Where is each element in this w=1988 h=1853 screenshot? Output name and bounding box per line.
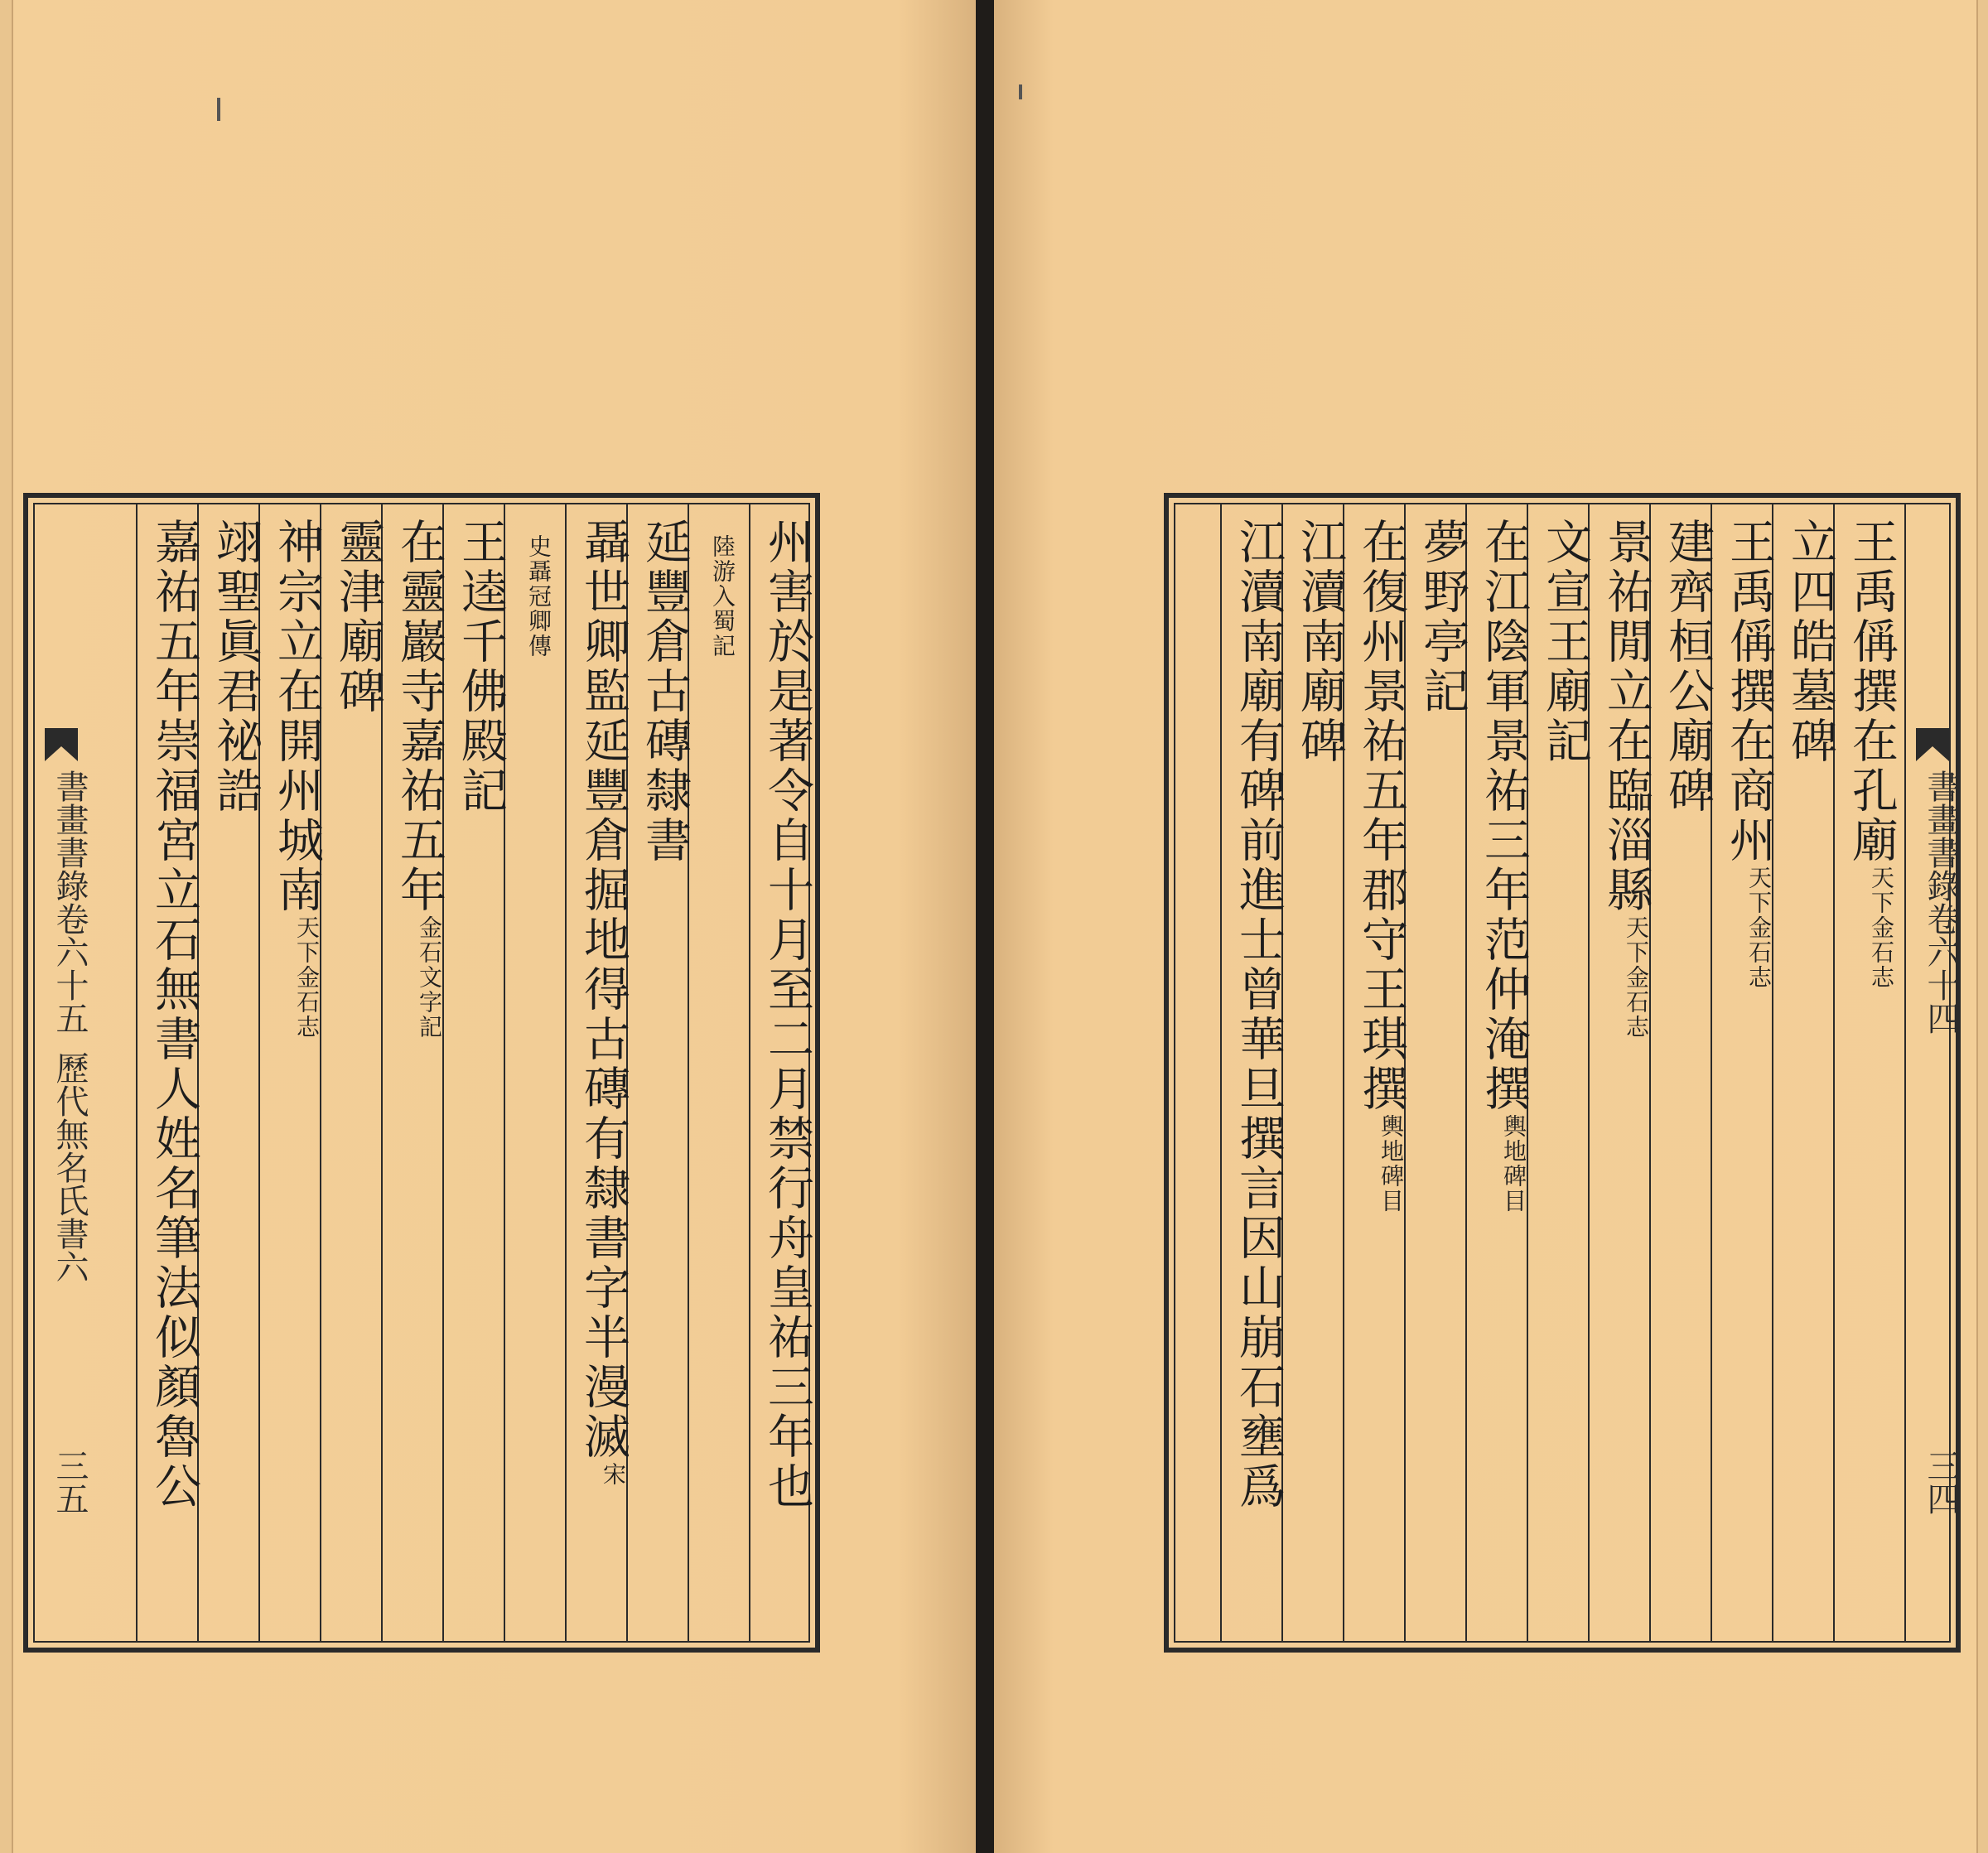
column-annotation: 天下金石志: [1868, 866, 1895, 990]
right-margin-page-number: 三四: [1922, 1449, 1960, 1515]
column-text: 在江陰軍景祐三年范仲淹撰: [1477, 518, 1531, 1114]
column-text: 神宗立在開州城南: [270, 518, 324, 915]
column-text: 在靈巖寺嘉祐五年: [393, 518, 446, 915]
column-annotation: 史聶冠卿傳: [525, 534, 552, 659]
column-text: 王禹偁撰在商州: [1722, 518, 1776, 866]
book-gutter: [976, 0, 994, 1853]
column-annotation: 天下金石志: [293, 915, 321, 1040]
fishtail-mark: [45, 728, 78, 761]
column-text: 景祐閒立在臨淄縣: [1600, 518, 1653, 915]
column-text: 夢野亭記: [1416, 518, 1469, 717]
column-rule: [136, 503, 138, 1643]
column-annotation: 金石文字記: [416, 915, 443, 1040]
column-rule: [749, 503, 750, 1643]
column-annotation: 陸游入蜀記: [709, 534, 736, 659]
column-rule: [1220, 503, 1222, 1643]
left-margin-section: 歷代無名氏書六: [51, 1051, 89, 1283]
right-margin-column: [1904, 504, 1961, 1641]
fishtail-mark: [1916, 728, 1949, 761]
left-margin-title: 書畫書錄卷六十五: [51, 770, 89, 1035]
left-margin-page-number: 三五: [51, 1449, 89, 1515]
left-margin-column: [35, 504, 91, 1641]
column-text: 翊聖眞君祕誥: [209, 518, 263, 816]
column-annotation: 天下金石志: [1745, 866, 1773, 990]
column-text: 靈津廟碑: [331, 518, 385, 717]
column-annotation: 天下金石志: [1623, 915, 1650, 1040]
column-rule: [565, 503, 567, 1643]
column-text: 聶世卿監延豐倉掘地得古磚有隸書字半漫滅: [577, 518, 630, 1462]
column-annotation: 輿地碑目: [1378, 1114, 1405, 1214]
ink-mark: [217, 98, 220, 121]
column-annotation: 宋: [600, 1462, 627, 1487]
column-text: 州害於是著令自十月至二月禁行舟皇祐三年也: [760, 518, 814, 1512]
column-text: 立四皓墓碑: [1783, 518, 1837, 766]
column-text: 在復州景祐五年郡守王琪撰: [1354, 518, 1408, 1114]
column-text: 建齊桓公廟碑: [1661, 518, 1715, 816]
column-text: 延豐倉古磚隸書: [638, 518, 692, 866]
column-text: 王逵千佛殿記: [454, 518, 508, 816]
ink-mark: [1019, 84, 1022, 99]
column-text: 嘉祐五年崇福宮立石無書人姓名筆法似顏魯公: [147, 518, 201, 1512]
left-page-edge: [0, 0, 13, 1853]
column-text: 江瀆南廟有碑前進士曾華旦撰言因山崩石壅爲: [1232, 518, 1286, 1512]
right-margin-title: 書畫書錄卷六十四: [1922, 770, 1960, 1035]
column-text: 王禹偁撰在孔廟: [1845, 518, 1899, 866]
column-text: 江瀆南廟碑: [1293, 518, 1347, 766]
column-annotation: 輿地碑目: [1500, 1114, 1527, 1214]
column-text: 文宣王廟記: [1538, 518, 1592, 766]
right-page-edge: [1976, 0, 1988, 1853]
